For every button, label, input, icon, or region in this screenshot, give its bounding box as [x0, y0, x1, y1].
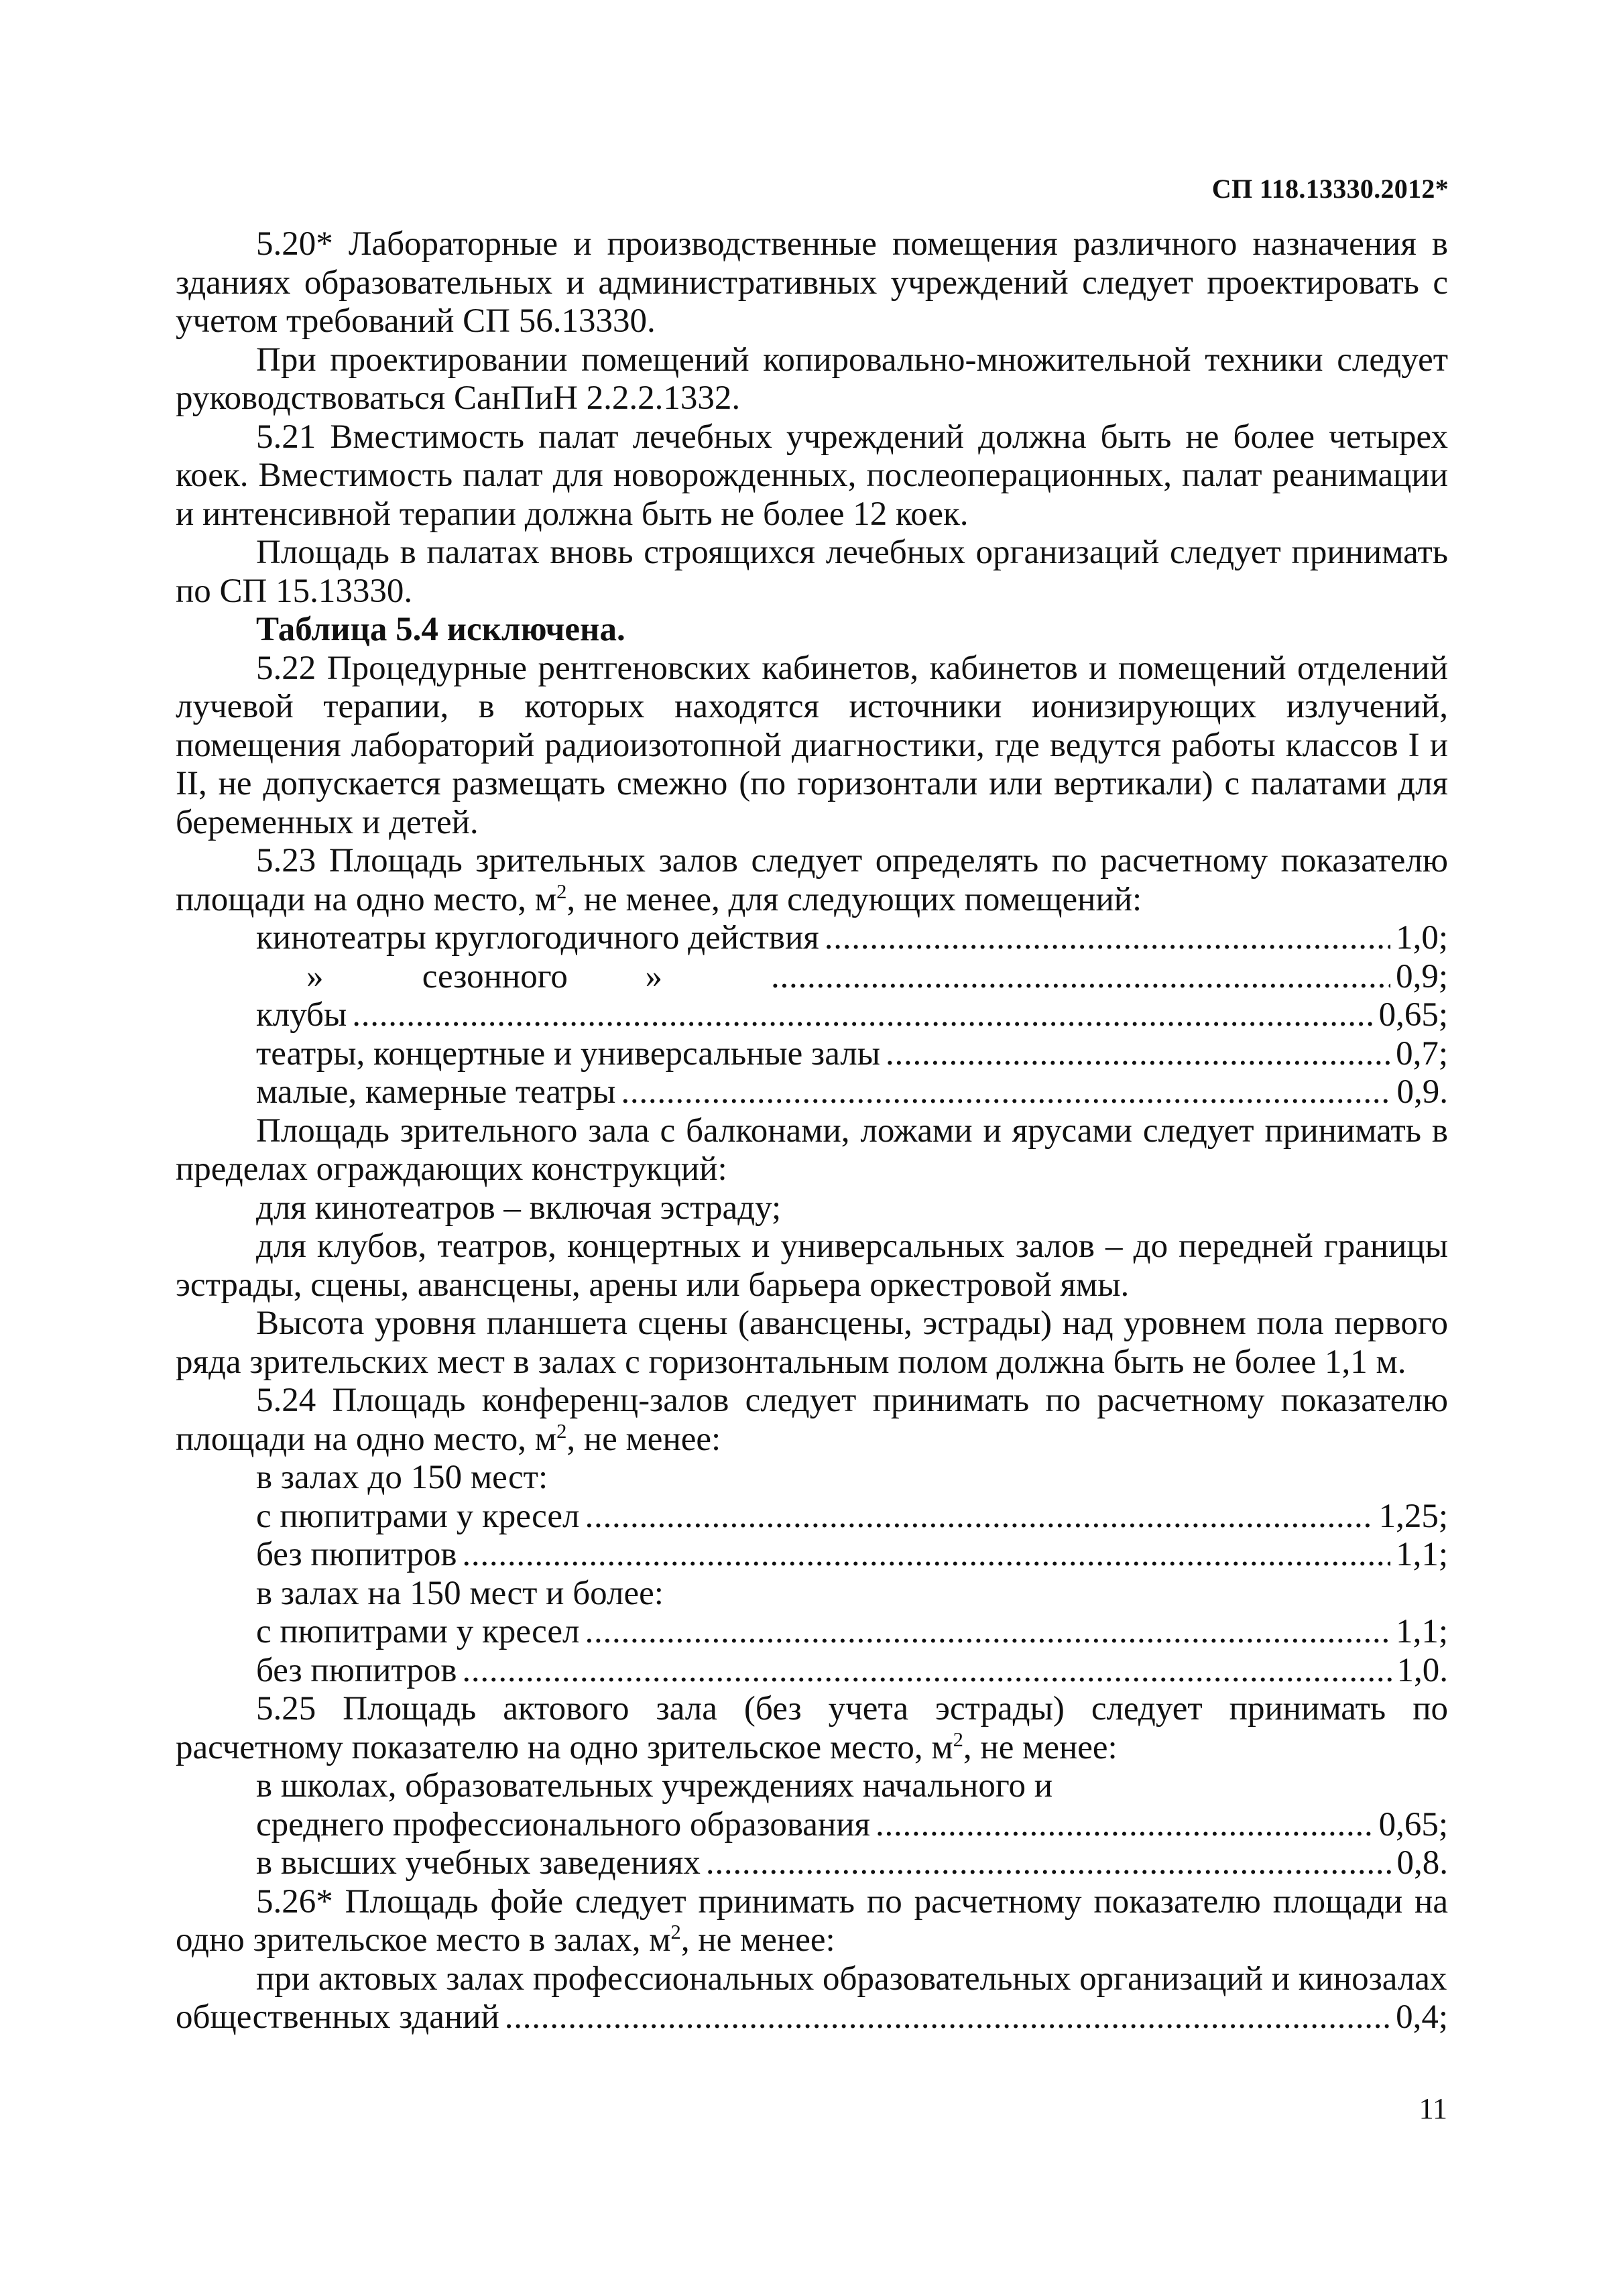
item-value: 1,0. [1396, 1651, 1448, 1689]
paragraph-5-20-copying: При проектировании помещений копировально-множительной техники следует руководствоваться СанПиН 2.2.2.1332. [176, 341, 1448, 417]
leader-dots [886, 1035, 1390, 1074]
list-item-seasonal [176, 958, 1448, 997]
list-item [176, 1998, 1448, 2037]
item-value: 0,4; [1396, 1998, 1448, 2036]
paragraph-5-23-tail: , не менее, для следующих помещений: [566, 880, 1142, 918]
item-label: среднего профессионального образования [256, 1805, 870, 1844]
list-item [176, 1536, 1448, 1575]
paragraph-5-24 [176, 1382, 1448, 1459]
item-label: театры, концертные и универсальные залы [256, 1034, 880, 1073]
item-label: с пюпитрами у кресел [256, 1613, 580, 1650]
item-value: 0,8. [1396, 1844, 1448, 1882]
item-label: с пюпитрами у кресел [256, 1497, 580, 1535]
paragraph-5-26-tail: , не менее: [680, 1921, 835, 1959]
paragraph-5-21-area: Площадь в палатах вновь строящихся лечебных организаций следует принимать по СП 15.13330. [176, 534, 1448, 610]
list-item [176, 1073, 1448, 1112]
unit-superscript: 2 [556, 880, 567, 903]
leader-dots [771, 958, 1390, 997]
paragraph-5-21: 5.21 Вместимость палат лечебных учреждений должна быть не более четырех коек. Вместимость палат для новорожденных, послеоперационных, палат реанимации и интенсивной терапии должна быть не более 12 коек. [176, 418, 1448, 533]
paragraph-5-23 [176, 842, 1448, 919]
paragraph-5-23-clubs: для клубов, театров, концертных и универсальных залов – до передней границы эстрады, сцены, авансцены, арены или барьера оркестровой ямы. [176, 1227, 1448, 1304]
item-value: 0,7; [1396, 1034, 1448, 1073]
paragraph-5-26 [176, 1883, 1448, 1960]
leader-dots [876, 1806, 1374, 1845]
list-item [176, 996, 1448, 1035]
page-number: 11 [1419, 2092, 1447, 2125]
group-heading: в школах, образовательных учреждениях начального и [256, 1767, 1053, 1805]
leader-dots [352, 996, 1373, 1035]
leader-dots [585, 1613, 1391, 1652]
paragraph-5-23-cinemas: для кинотеатров – включая эстраду; [256, 1189, 782, 1227]
leader-dots [585, 1498, 1374, 1536]
paragraph-5-23-text: 5.23 Площадь зрительных залов следует определять по расчетному показателю площади на одно место, м [176, 842, 1448, 918]
list-item [176, 1613, 1448, 1652]
paragraph-5-23-balconies: Площадь зрительного зала с балконами, ложами и ярусами следует принимать в пределах ограждающих конструкций: [176, 1111, 1448, 1188]
leader-dots [621, 1073, 1391, 1112]
ditto-mark: » [306, 957, 324, 995]
unit-superscript: 2 [670, 1921, 681, 1943]
leader-dots [505, 1998, 1390, 2037]
item-label: малые, камерные театры [256, 1073, 616, 1111]
item-label: общественных зданий [176, 1998, 499, 2036]
paragraph-5-24-tail: , не менее: [566, 1420, 721, 1458]
table-excluded-note: Таблица 5.4 исключена. [256, 611, 625, 648]
seasonal-label: сезонного [422, 957, 568, 995]
unit-superscript: 2 [556, 1419, 567, 1443]
leader-dots [462, 1536, 1390, 1575]
item-value: 1,0; [1396, 919, 1448, 957]
group-heading: при актовых залах профессиональных образовательных организаций и кинозалах [256, 1959, 1447, 1998]
unit-superscript: 2 [953, 1728, 963, 1751]
ditto-mark: » [645, 957, 662, 995]
list-item [176, 1806, 1448, 1845]
paragraph-5-25-text: 5.25 Площадь актового зала (без учета эстрады) следует принимать по расчетному показателю на одно зрительское место, м [176, 1690, 1448, 1766]
list-item [176, 1844, 1448, 1883]
paragraph-5-23-stage-height: Высота уровня планшета сцены (авансцены, эстрады) над уровнем пола первого ряда зрительских мест в залах с горизонтальным полом должна быть не более 1,1 м. [176, 1305, 1448, 1381]
paragraph-5-26-text: 5.26* Площадь фойе следует принимать по расчетному показателю площади на одно зрительское место в залах, м [176, 1882, 1448, 1959]
leader-dots [825, 919, 1390, 958]
item-value: 1,1; [1396, 1613, 1448, 1650]
paragraph-5-22: 5.22 Процедурные рентгеновских кабинетов, кабинетов и помещений отделений лучевой терапии, в которых находятся источники ионизирующих излучений, помещения лабораторий радиоизотопной диагностики, где ведутся работы классов I и II, не допускается размещать смежно (по горизонтали или вертикали) с палатами для беременных и детей. [176, 649, 1448, 841]
item-label: без пюпитров [256, 1651, 457, 1689]
item-label: кинотеатры круглогодичного действия [256, 919, 819, 957]
list-item [176, 1035, 1448, 1074]
item-value: 0,65; [1378, 996, 1448, 1034]
paragraph-5-24-text: 5.24 Площадь конференц-залов следует принимать по расчетному показателю площади на одно место, м [176, 1382, 1448, 1458]
item-label: в высших учебных заведениях [256, 1844, 701, 1882]
list-item [176, 1652, 1448, 1691]
leader-dots [462, 1652, 1391, 1691]
item-label [256, 958, 766, 997]
paragraph-5-20: 5.20* Лабораторные и производственные помещения различного назначения в зданиях образовательных и административных учреждений следует проектировать с учетом требований СП 56.13330. [176, 225, 1448, 340]
item-value: 0,65; [1378, 1805, 1448, 1844]
item-value: 1,25; [1378, 1497, 1448, 1535]
document-body [176, 225, 1448, 2037]
item-label: без пюпитров [256, 1536, 457, 1573]
item-value: 0,9; [1396, 957, 1448, 995]
item-value: 0,9. [1396, 1073, 1448, 1111]
document-code: СП 118.13330.2012* [1211, 174, 1449, 204]
paragraph-5-25 [176, 1690, 1448, 1767]
paragraph-5-25-tail: , не менее: [963, 1728, 1118, 1766]
group-heading: в залах на 150 мест и более: [256, 1574, 664, 1612]
item-label: клубы [256, 996, 347, 1034]
item-value: 1,1; [1396, 1536, 1448, 1573]
list-item [176, 1498, 1448, 1536]
leader-dots [706, 1844, 1392, 1883]
group-heading: в залах до 150 мест: [256, 1459, 548, 1496]
list-item [176, 919, 1448, 958]
